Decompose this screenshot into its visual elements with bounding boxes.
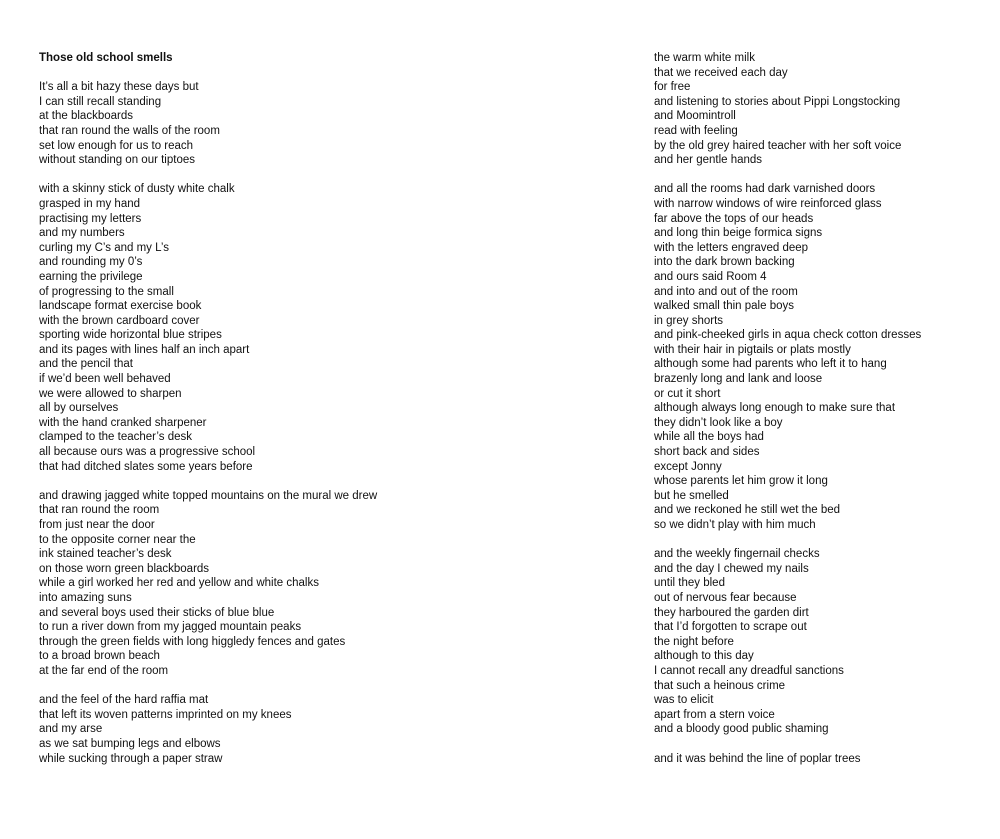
poem-line: and the pencil that <box>39 358 133 371</box>
poem-line: and we reckoned he still wet the bed <box>654 504 841 517</box>
poem-line: and my numbers <box>39 227 125 240</box>
poem-line: so we didn’t play with him much <box>654 519 816 531</box>
poem-line: but he smelled <box>654 489 729 502</box>
poem-line: with narrow windows of wire reinforced glass <box>654 197 882 210</box>
stanza <box>39 80 599 168</box>
poem-line: and pink-cheeked girls in aqua check cotton dresses <box>654 329 922 342</box>
stanza <box>654 752 984 767</box>
poem-line: with a skinny stick of dusty white chalk <box>39 183 235 196</box>
poem-line: out of nervous fear because <box>654 591 797 604</box>
poem-line: with the letters engraved deep <box>654 241 809 254</box>
poem-line: and several boys used their sticks of blue blue <box>39 606 275 619</box>
poem-line: to a broad brown beach <box>39 650 160 663</box>
poem-line: and the weekly fingernail checks <box>654 548 820 561</box>
poem-line: that I’d forgotten to scrape out <box>654 621 807 634</box>
poem-line: earning the privilege <box>39 270 143 283</box>
poem-line: that had ditched slates some years before <box>39 460 253 473</box>
poem-line: they didn’t look like a boy <box>654 416 783 429</box>
poem-line: by the old grey haired teacher with her soft voice <box>654 139 902 152</box>
poem-line: curling my C’s and my L’s <box>39 241 169 254</box>
poem-line: and the feel of the hard raffia mat <box>39 694 209 707</box>
poem-line: until they bled <box>654 577 725 590</box>
poem-line: at the far end of the room <box>39 664 169 677</box>
poem-line: of progressing to the small <box>39 285 174 298</box>
left-stanzas <box>39 80 599 766</box>
poem-line: through the green fields with long higgledy fences and gates <box>39 635 346 648</box>
stanza <box>654 51 984 168</box>
poem-right-column <box>654 51 984 766</box>
poem-line: and a bloody good public shaming <box>654 723 829 736</box>
poem-line: and all the rooms had dark varnished doors <box>654 183 876 196</box>
poem-line: short back and sides <box>654 446 760 459</box>
poem-line: set low enough for us to reach <box>39 139 194 152</box>
poem-line: walked small thin pale boys <box>654 300 794 313</box>
poem-line: all because ours was a progressive school <box>39 446 256 459</box>
stanza <box>654 182 984 532</box>
poem-line: clamped to the teacher’s desk <box>39 431 192 444</box>
stanza <box>39 693 599 766</box>
poem-line: to run a river down from my jagged mountain peaks <box>39 621 302 634</box>
poem-line: in grey shorts <box>654 314 724 327</box>
poem-line: grasped in my hand <box>39 197 141 210</box>
right-stanzas <box>654 51 984 766</box>
poem-line: the night before <box>654 635 734 648</box>
stanza <box>654 547 984 737</box>
poem-line: if we’d been well behaved <box>39 373 171 386</box>
stanza <box>39 182 599 474</box>
poem-line: and Moomintroll <box>654 110 736 123</box>
poem-line: and it was behind the line of poplar trees <box>654 752 861 765</box>
poem-line: to the opposite corner near the <box>39 533 196 546</box>
poem-line: into the dark brown backing <box>654 256 795 269</box>
poem-line: while all the boys had <box>654 431 764 444</box>
poem-line: with their hair in pigtails or plats mostly <box>654 343 851 356</box>
poem-line: or cut it short <box>654 387 721 400</box>
poem-line: at the blackboards <box>39 110 133 123</box>
poem-line: although to this day <box>654 650 754 663</box>
poem-title: Those old school smells <box>39 52 173 64</box>
poem-line: landscape format exercise book <box>39 300 202 313</box>
poem-line: without standing on our tiptoes <box>39 154 195 167</box>
poem-line: and listening to stories about Pippi Longstocking <box>654 95 901 108</box>
poem-line: that we received each day <box>654 66 788 79</box>
poem-line: I can still recall standing <box>39 95 162 108</box>
poem-line: that such a heinous crime <box>654 679 786 692</box>
poem-line: It’s all a bit hazy these days but <box>39 81 199 94</box>
poem-line: while a girl worked her red and yellow and white chalks <box>39 577 319 590</box>
poem-line: while sucking through a paper straw <box>39 752 223 765</box>
poem-line: I cannot recall any dreadful sanctions <box>654 664 844 677</box>
poem-line: and her gentle hands <box>654 154 763 167</box>
poem-line: and rounding my 0’s <box>39 256 143 269</box>
poem-left-column <box>39 51 599 766</box>
poem-line: and into and out of the room <box>654 285 798 298</box>
poem-line: from just near the door <box>39 519 155 531</box>
poem-line: apart from a stern voice <box>654 708 775 721</box>
poem-line: and long thin beige formica signs <box>654 227 823 240</box>
poem-line: that ran round the walls of the room <box>39 124 220 137</box>
poem-line: and its pages with lines half an inch apart <box>39 343 250 356</box>
poem-line: that left its woven patterns imprinted on my knees <box>39 708 292 721</box>
poem-line: with the brown cardboard cover <box>39 314 200 327</box>
poem-line: ink stained teacher’s desk <box>39 548 172 561</box>
poem-line: as we sat bumping legs and elbows <box>39 737 221 750</box>
poem-line: and drawing jagged white topped mountains on the mural we drew <box>39 489 378 502</box>
poem-line: that ran round the room <box>39 504 160 517</box>
stanza <box>39 489 599 679</box>
poem-line: and ours said Room 4 <box>654 270 767 283</box>
poem-line: and my arse <box>39 723 103 736</box>
poem-line: practising my letters <box>39 212 142 225</box>
poem-line: for free <box>654 81 691 94</box>
poem-line: into amazing suns <box>39 591 132 604</box>
poem-line: and the day I chewed my nails <box>654 562 809 575</box>
poem-line: whose parents let him grow it long <box>654 475 828 488</box>
poem-line: although always long enough to make sure that <box>654 402 896 415</box>
poem-line: except Jonny <box>654 460 722 473</box>
poem-line: they harboured the garden dirt <box>654 606 809 619</box>
poem-line: although some had parents who left it to hang <box>654 358 887 371</box>
poem-line: on those worn green blackboards <box>39 562 210 575</box>
poem-line: far above the tops of our heads <box>654 212 814 225</box>
poem-line: with the hand cranked sharpener <box>39 416 207 429</box>
poem-line: the warm white milk <box>654 52 755 64</box>
poem-line: was to elicit <box>654 694 714 707</box>
poem-line: sporting wide horizontal blue stripes <box>39 329 222 342</box>
poem-line: we were allowed to sharpen <box>39 387 182 400</box>
poem-line: brazenly long and lank and loose <box>654 373 823 386</box>
poem-line: all by ourselves <box>39 402 119 415</box>
poem-line: read with feeling <box>654 124 738 137</box>
